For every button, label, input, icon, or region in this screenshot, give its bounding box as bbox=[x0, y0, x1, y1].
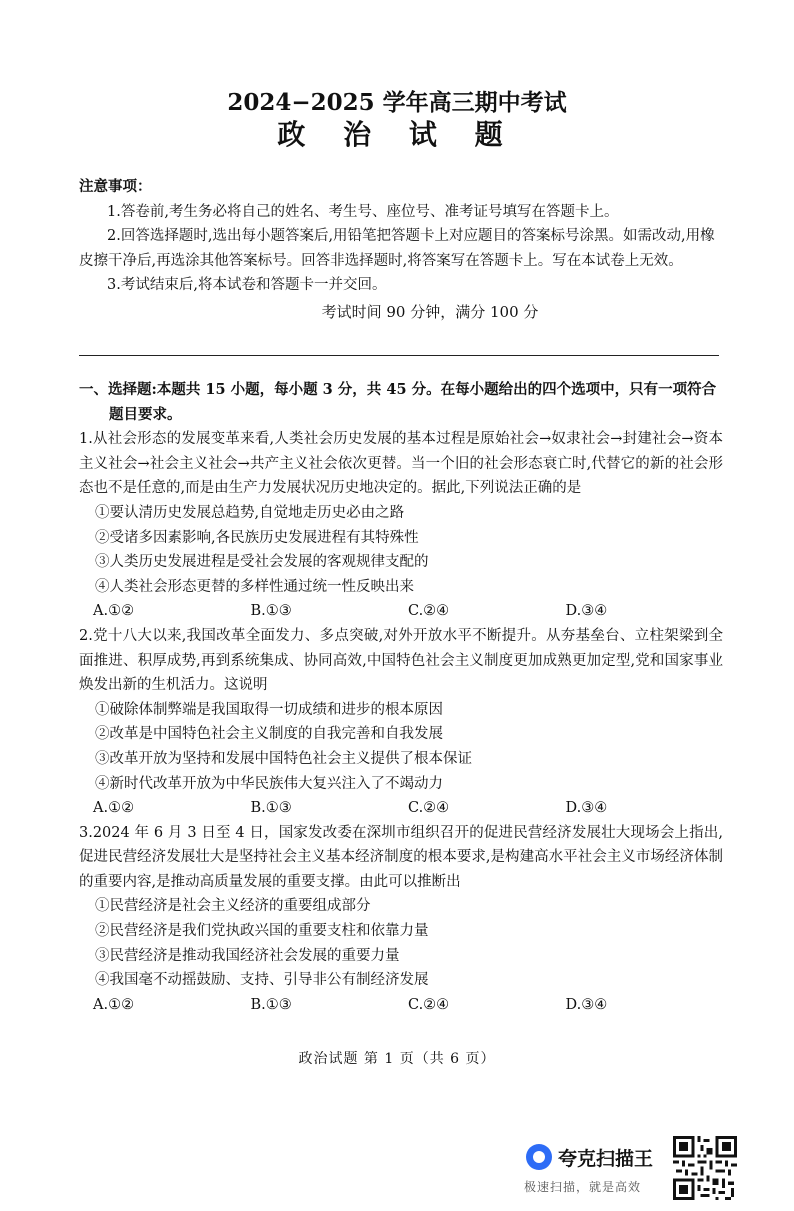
answer-options bbox=[79, 599, 723, 624]
option-c: C.②④ bbox=[408, 996, 450, 1013]
question-3 bbox=[79, 821, 723, 1018]
question-stem: 2.党十八大以来,我国改革全面发力、多点突破,对外开放水平不断提升。从夯基垒台、立柱架梁到全面推进、积厚成势,再到系统集成、协同高效,中国特色社会主义制度更加成熟更加定型,党和国家事业焕发出新的生机活力。这说明 bbox=[79, 627, 723, 694]
question-stem: 3.2024 年 6 月 3 日至 4 日，国家发改委在深圳市组织召开的促进民营经济发展壮大现场会上指出,促进民营经济发展壮大是坚持社会主义基本经济制度的根本要求,是构建高水平社会主义市场经济体制的重要内容,是推动高质量发展的重要支撑。由此可以推断出 bbox=[79, 824, 723, 890]
brand-slogan: 极速扫描，就是高效 bbox=[524, 1180, 642, 1194]
option-b: B.①③ bbox=[250, 603, 292, 620]
statement: ①民营经济是社会主义经济的重要组成部分 bbox=[95, 898, 371, 915]
quark-logo-icon bbox=[526, 1144, 552, 1170]
notice-item: 1.答卷前,考生务必将自己的姓名、考生号、座位号、准考证号填写在答题卡上。 bbox=[107, 203, 619, 220]
statement: ①破除体制弊端是我国取得一切成绩和进步的根本原因 bbox=[95, 701, 443, 718]
subject-title: 政 治 试 题 bbox=[277, 118, 517, 151]
exam-title: 2024−2025 学年高三期中考试 bbox=[227, 89, 567, 116]
answer-options bbox=[79, 796, 723, 821]
statement: ④我国毫不动摇鼓励、支持、引导非公有制经济发展 bbox=[95, 972, 429, 989]
option-a: A.①② bbox=[93, 800, 135, 817]
option-d: D.③④ bbox=[565, 800, 608, 817]
statement: ④新时代改革开放为中华民族伟大复兴注入了不竭动力 bbox=[95, 775, 443, 792]
notice-block bbox=[79, 175, 721, 324]
statement: ④人类社会形态更替的多样性通过统一性反映出来 bbox=[95, 578, 414, 595]
statement: ①要认清历史发展总趋势,自觉地走历史必由之路 bbox=[95, 504, 405, 521]
page-footer: 政治试题 第 1 页（共 6 页） bbox=[298, 1051, 496, 1067]
answer-options bbox=[79, 993, 723, 1018]
statement: ③人类历史发展进程是受社会发展的客观规律支配的 bbox=[95, 554, 429, 571]
qr-code-icon bbox=[673, 1136, 737, 1200]
statement: ②民营经济是我们党执政兴国的重要支柱和依靠力量 bbox=[95, 923, 429, 940]
statement: ③改革开放为坚持和发展中国特色社会主义提供了根本保证 bbox=[95, 750, 472, 767]
section-title: 一、选择题:本题共 15 小题，每小题 3 分，共 45 分。在每小题给出的四个选项中，只有一项符合题目要求。 bbox=[79, 381, 717, 423]
statement: ③民营经济是推动我国经济社会发展的重要力量 bbox=[95, 947, 400, 964]
notice-item: 2.回答选择题时,选出每小题答案后,用铅笔把答题卡上对应题目的答案标号涂黑。如需改动,用橡皮擦干净后,再选涂其他答案标号。回答非选择题时,将答案写在答题卡上。写在本试卷上无效。 bbox=[79, 228, 715, 269]
option-b: B.①③ bbox=[250, 996, 292, 1013]
notice-item: 3.考试结束后,将本试卷和答题卡一并交回。 bbox=[107, 277, 387, 293]
notice-heading: 注意事项： bbox=[79, 178, 152, 195]
exam-time-info: 考试时间 90 分钟，满分 100 分 bbox=[321, 302, 539, 321]
question-1 bbox=[79, 427, 723, 624]
scanner-watermark bbox=[522, 1140, 672, 1200]
option-d: D.③④ bbox=[565, 996, 608, 1013]
statement: ②受诸多因素影响,各民族历史发展进程有其特殊性 bbox=[95, 529, 419, 546]
question-stem: 1.从社会形态的发展变革来看,人类社会历史发展的基本过程是原始社会→奴隶社会→封建社会→资本主义社会→社会主义社会→共产主义社会依次更替。当一个旧的社会形态衰亡时,代替它的新的社会形态也不是任意的,而是由生产力发展状况历史地决定的。据此,下列说法正确的是 bbox=[79, 431, 723, 497]
option-c: C.②④ bbox=[408, 800, 450, 817]
option-a: A.①② bbox=[93, 603, 135, 620]
option-a: A.①② bbox=[93, 996, 135, 1013]
option-d: D.③④ bbox=[565, 603, 608, 620]
option-c: C.②④ bbox=[408, 603, 450, 620]
statement: ②改革是中国特色社会主义制度的自我完善和自我发展 bbox=[95, 726, 443, 743]
brand-name: 夸克扫描王 bbox=[558, 1148, 654, 1170]
questions-block bbox=[79, 378, 723, 1017]
question-2 bbox=[79, 624, 723, 821]
divider-line bbox=[79, 355, 719, 356]
option-b: B.①③ bbox=[250, 800, 292, 817]
